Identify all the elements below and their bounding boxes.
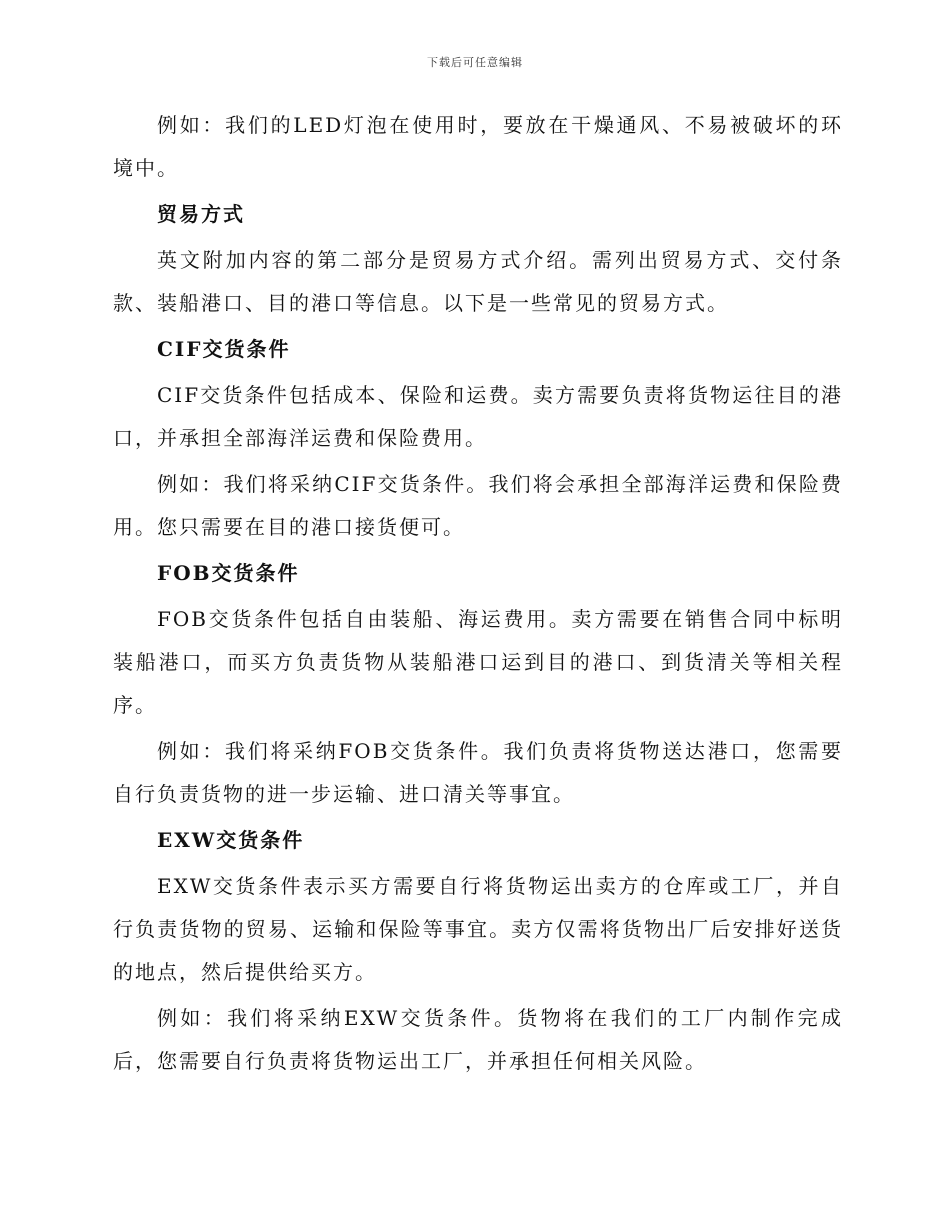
heading-exw: EXW交货条件 xyxy=(157,828,305,852)
paragraph-exw-description: EXW交货条件表示买方需要自行将货物运出卖方的仓库或工厂，并自行负责货物的贸易、运输和保险等事宜。卖方仅需将货物出厂后安排好送货的地点，然后提供给买方。 xyxy=(113,874,843,984)
document-body xyxy=(113,104,843,1083)
heading-cif: CIF交货条件 xyxy=(157,337,291,361)
paragraph-fob-example: 例如：我们将采纳FOB交货条件。我们负责将货物送达港口，您需要自行负责货物的进一步运输、进口清关等事宜。 xyxy=(113,739,843,806)
paragraph-cif-example: 例如：我们将采纳CIF交货条件。我们将会承担全部海洋运费和保险费用。您只需要在目的港口接货便可。 xyxy=(113,472,843,539)
paragraph-cif-description: CIF交货条件包括成本、保险和运费。卖方需要负责将货物运往目的港口，并承担全部海洋运费和保险费用。 xyxy=(113,383,843,450)
paragraph-exw-example: 例如：我们将采纳EXW交货条件。货物将在我们的工厂内制作完成后，您需要自行负责将货物运出工厂，并承担任何相关风险。 xyxy=(113,1006,843,1073)
page-header-note: 下载后可任意编辑 xyxy=(427,56,523,69)
paragraph-led-example: 例如：我们的LED灯泡在使用时，要放在干燥通风、不易被破坏的环境中。 xyxy=(113,113,843,180)
heading-fob: FOB交货条件 xyxy=(157,561,300,585)
heading-trade-methods: 贸易方式 xyxy=(157,202,245,226)
paragraph-trade-intro: 英文附加内容的第二部分是贸易方式介绍。需列出贸易方式、交付条款、装船港口、目的港口等信息。以下是一些常见的贸易方式。 xyxy=(113,248,843,315)
paragraph-fob-description: FOB交货条件包括自由装船、海运费用。卖方需要在销售合同中标明装船港口，而买方负责货物从装船港口运到目的港口、到货清关等相关程序。 xyxy=(113,607,843,717)
